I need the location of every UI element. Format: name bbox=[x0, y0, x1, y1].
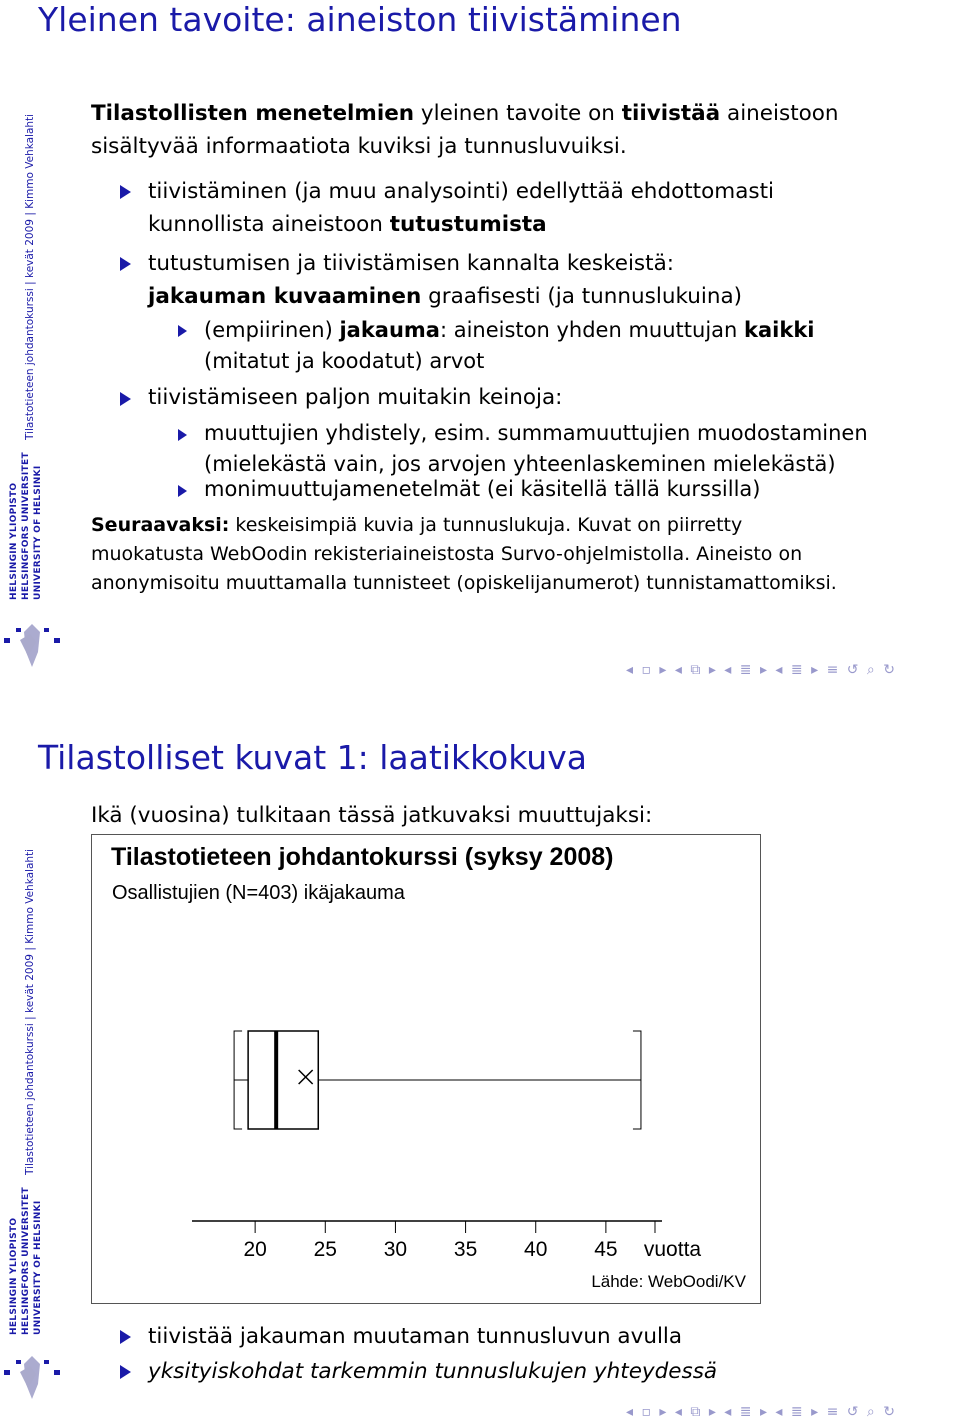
bullet-marker bbox=[120, 185, 131, 199]
bullet-marker bbox=[120, 257, 131, 271]
x-tick-label: 40 bbox=[524, 1238, 548, 1261]
bullet-item: yksityiskohdat tarkemmin tunnuslukujen yhteydessä bbox=[148, 1359, 718, 1384]
sidebar-course-info: Tilastotieteen johdantokurssi | kevät 2009 | Kimmo Vehkalahti bbox=[24, 113, 36, 440]
chart-source: Lähde: WebOodi/KV bbox=[591, 1272, 746, 1291]
sub-bullet-item: monimuuttujamenetelmät (ei käsitellä tällä kurssilla) bbox=[204, 477, 761, 501]
bullet-item: tiivistämiseen paljon muitakin keinoja: bbox=[148, 385, 563, 410]
university-crest-icon bbox=[2, 612, 66, 672]
boxplot-svg bbox=[92, 835, 760, 1303]
x-tick-label: 30 bbox=[383, 1238, 408, 1261]
sub-bullet-marker bbox=[178, 429, 187, 441]
slide-title: Yleinen tavoite: aineiston tiivistäminen bbox=[38, 0, 682, 39]
university-crest-icon bbox=[2, 1344, 66, 1404]
sub-bullet-item: (empiirinen) jakauma: aineiston yhden muuttujan kaikki (mitatut ja koodatut) arvot bbox=[204, 318, 815, 373]
boxplot-chart bbox=[91, 834, 761, 1304]
x-tick-label: 20 bbox=[243, 1238, 267, 1261]
bullet-item: tutustumisen ja tiivistämisen kannalta keskeistä: jakauman kuvaaminen graafisesti (ja tunnuslukuina) bbox=[148, 251, 743, 309]
intro-text: Ikä (vuosina) tulkitaan tässä jatkuvaksi muuttujaksi: bbox=[91, 803, 653, 828]
x-axis-unit-label: vuotta bbox=[643, 1238, 702, 1261]
slide-title: Tilastolliset kuvat 1: laatikkokuva bbox=[38, 738, 587, 777]
sub-bullet-marker bbox=[178, 485, 187, 497]
chart-title: Tilastotieteen johdantokurssi (syksy 2008) bbox=[111, 843, 614, 871]
bullet-item: tiivistäminen (ja muu analysointi) edellyttää ehdottomasti kunnollista aineistoon tutustumista bbox=[148, 179, 774, 237]
beamer-navigation[interactable]: ◂ ▫ ▸ ◂ ⧉ ▸ ◂ ≣ ▸ ◂ ≣ ▸ ≡ ↺ ⌕ ↻ bbox=[626, 662, 897, 678]
bullet-marker bbox=[120, 1365, 131, 1379]
x-tick-label: 45 bbox=[594, 1238, 618, 1261]
footer-paragraph: Seuraavaksi: keskeisimpiä kuvia ja tunnuslukuja. Kuvat on piirretty muokatusta WebOodin rekisteriaineistosta Survo-ohjelmistolla. Aineisto on anonymisoitu muuttamalla tunnisteet (opiskelijanumerot) tunnistamattomiksi. bbox=[91, 514, 837, 594]
bullet-item: tiivistää jakauman muutaman tunnusluvun avulla bbox=[148, 1324, 683, 1349]
x-tick-label: 25 bbox=[313, 1238, 337, 1261]
x-tick-label: 35 bbox=[453, 1238, 478, 1261]
slide-1 bbox=[0, 0, 960, 700]
sub-bullet-item: muuttujien yhdistely, esim. summamuuttujien muodostaminen (mielekästä vain, jos arvojen yhteenlaskeminen mielekästä) bbox=[204, 421, 868, 476]
beamer-navigation[interactable]: ◂ ▫ ▸ ◂ ⧉ ▸ ◂ ≣ ▸ ◂ ≣ ▸ ≡ ↺ ⌕ ↻ bbox=[626, 1404, 897, 1420]
chart-subtitle: Osallistujien (N=403) ikäjakauma bbox=[112, 882, 405, 904]
intro-paragraph: Tilastollisten menetelmien yleinen tavoite on tiivistää aineistoon sisältyvää informaatiota kuviksi ja tunnusluvuiksi. bbox=[91, 101, 839, 159]
university-logo-text: HELSINGIN YLIOPISTO HELSINGFORS UNIVERSITET UNIVERSITY OF HELSINKI bbox=[9, 452, 43, 600]
bullet-marker bbox=[120, 1330, 131, 1344]
bullet-marker bbox=[120, 392, 131, 406]
university-logo-text: HELSINGIN YLIOPISTO HELSINGFORS UNIVERSITET UNIVERSITY OF HELSINKI bbox=[9, 1187, 43, 1335]
sub-bullet-marker bbox=[178, 325, 187, 337]
sidebar-course-info: Tilastotieteen johdantokurssi | kevät 2009 | Kimmo Vehkalahti bbox=[24, 848, 36, 1175]
